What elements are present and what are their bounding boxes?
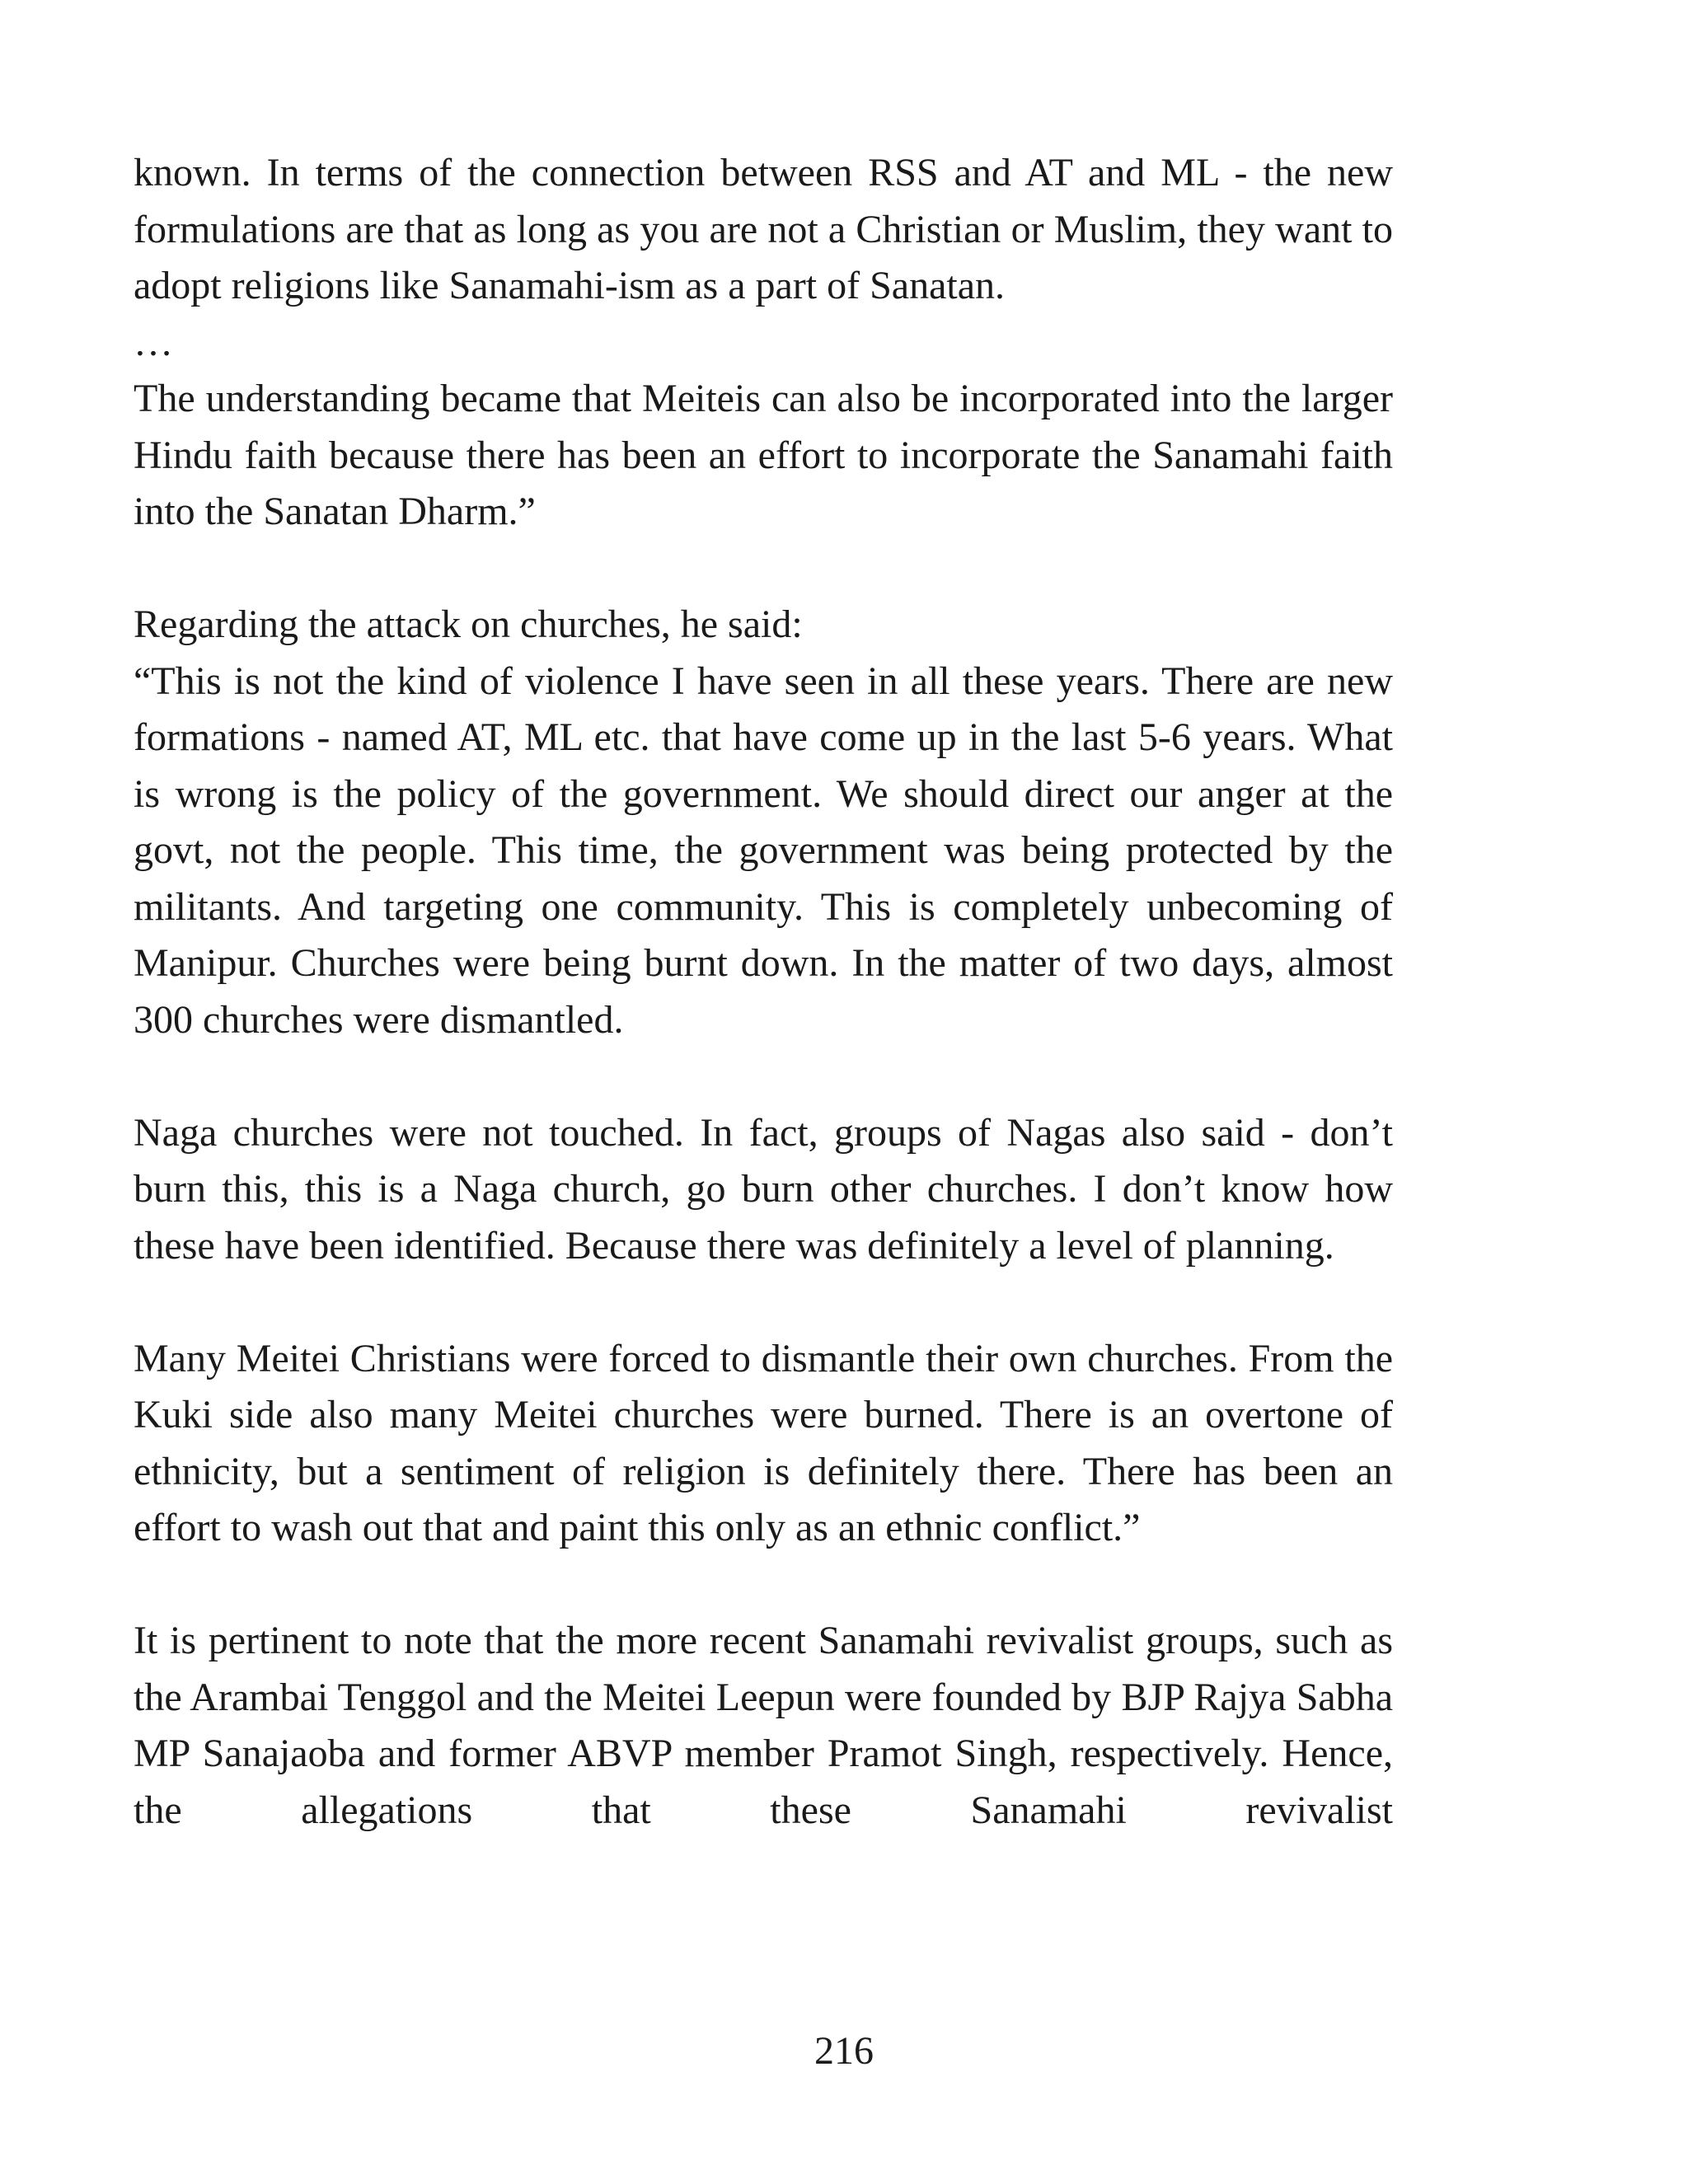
body-text bbox=[134, 145, 1393, 1839]
paragraph-rss-connection: known. In terms of the connection between RSS and AT and ML - the new formulations are that as long as you are not a Christian or Muslim, they want to adopt religions like Sanamahi-ism as a part of Sanatan. bbox=[134, 151, 1393, 307]
paragraph-naga-churches: Naga churches were not touched. In fact, groups of Nagas also said - don’t burn this, this is a Naga church, go burn other churches. I don’t know how these have been identified. Because there was definitely a level of planning. bbox=[134, 1110, 1393, 1268]
paragraph-gap bbox=[134, 1557, 1393, 1614]
paragraph-gap bbox=[134, 1274, 1393, 1331]
paragraph-understanding: The understanding became that Meiteis can also be incorporated into the larger Hindu faith because there has been an effort to incorporate the Sanamahi faith into the Sanatan Dharm.” bbox=[134, 377, 1393, 533]
ellipsis-separator: … bbox=[134, 320, 173, 364]
paragraph-gap bbox=[134, 541, 1393, 598]
paragraph-meitei-christians: Many Meitei Christians were forced to dismantle their own churches. From the Kuki side also many Meitei churches were burned. There is an overtone of ethnicity, but a sentiment of religion is definitely there. There has been an effort to wash out that and paint this only as an ethnic conflict.” bbox=[134, 1336, 1393, 1549]
paragraph-revivalist-groups: It is pertinent to note that the more recent Sanamahi revivalist groups, such as the Arambai Tenggol and the Meitei Leepun were founded by BJP Rajya Sabha MP Sanajaoba and former ABVP member Pramot Singh, respectively. Hence, the allegations that these Sanamahi revivalist bbox=[134, 1619, 1393, 1832]
page-number: 216 bbox=[814, 2029, 874, 2073]
paragraph-attack-intro: Regarding the attack on churches, he said: bbox=[134, 602, 803, 646]
paragraph-gap bbox=[134, 1048, 1393, 1105]
paragraph-violence-quote: “This is not the kind of violence I have seen in all these years. There are new formations - named AT, ML etc. that have come up in the last 5-6 years. What is wrong is the policy of the government. We should direct our anger at the govt, not the people. This time, the government was being protected by the militants. And targeting one community. This is completely unbecoming of Manipur. Churches were being burnt down. In the matter of two days, almost 300 churches were dismantled. bbox=[134, 658, 1393, 1042]
